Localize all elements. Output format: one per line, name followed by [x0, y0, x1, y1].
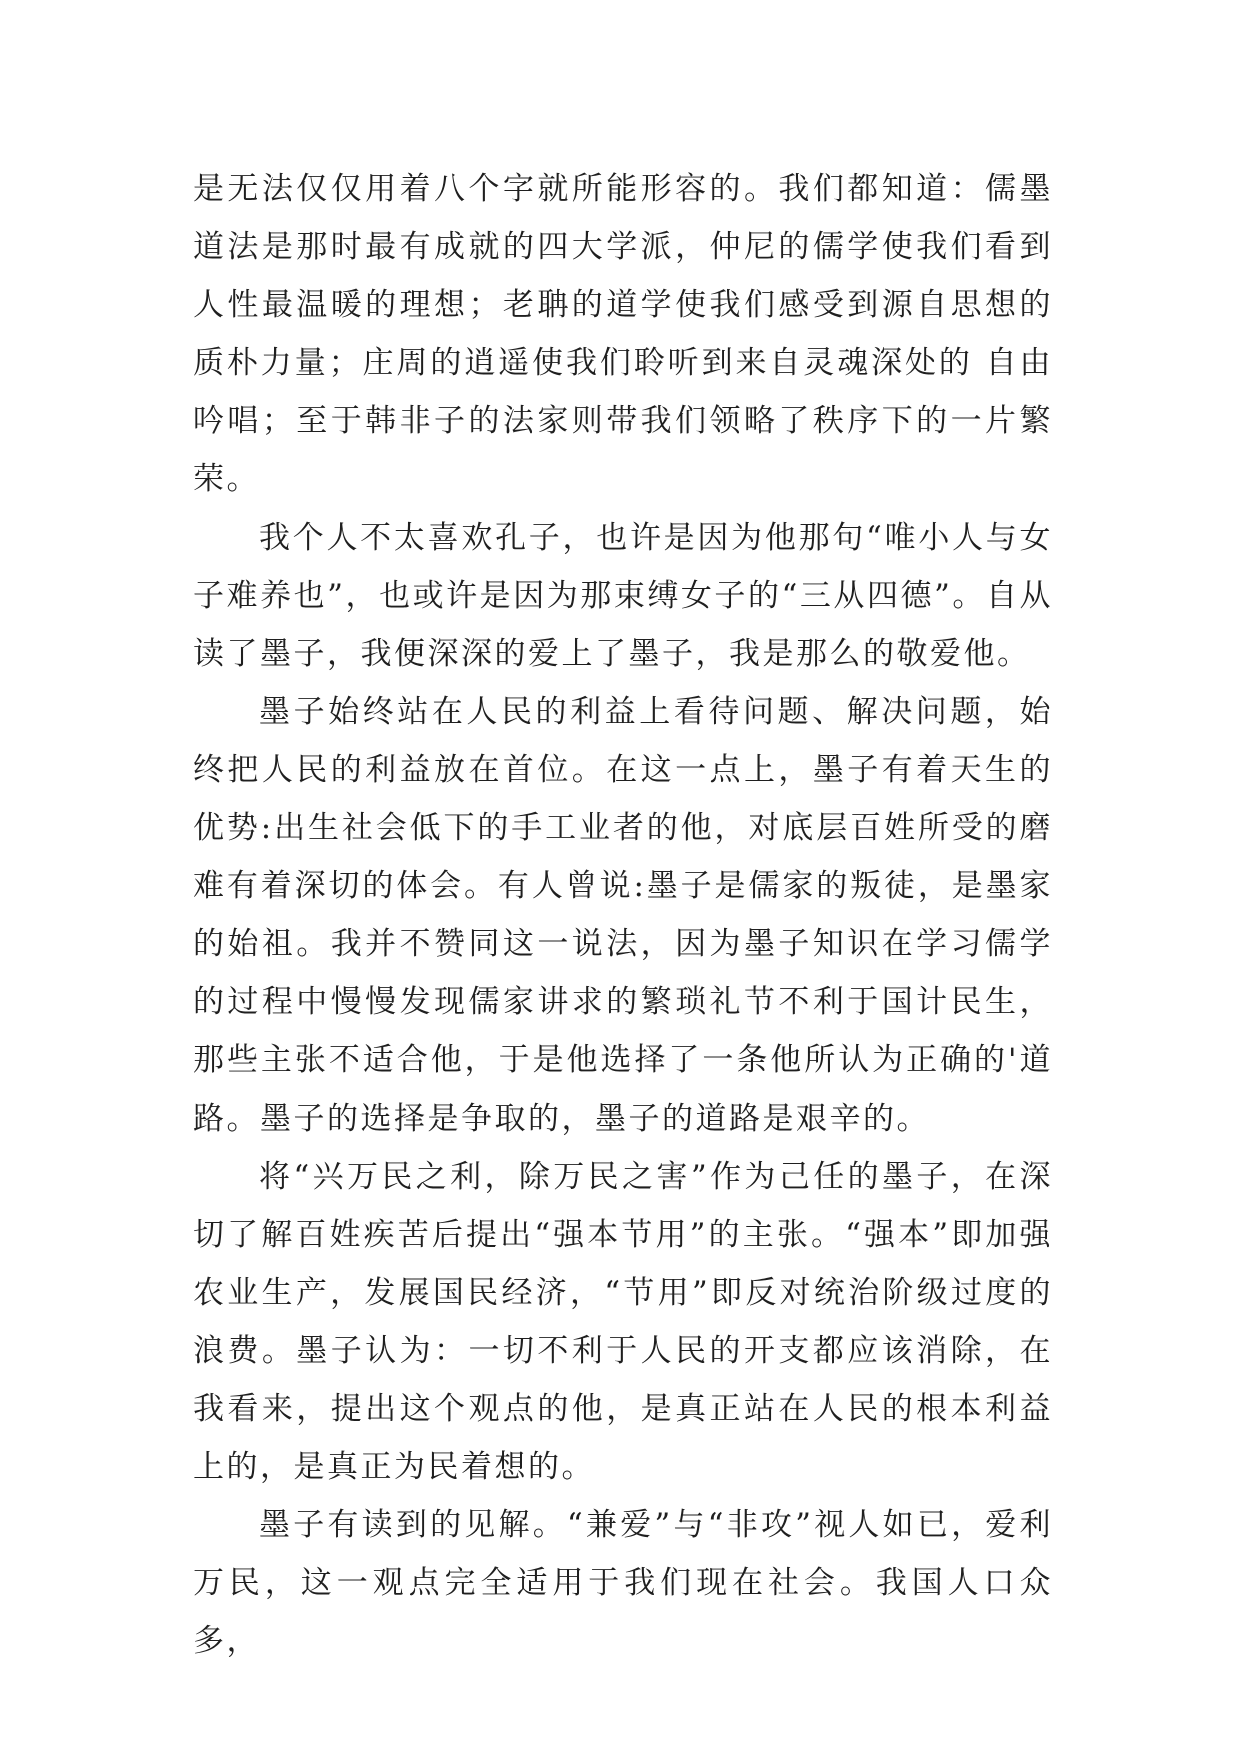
paragraph-3: 墨子始终站在人民的利益上看待问题、解决问题，始终把人民的利益放在首位。在这一点上，墨子有着天生的优势:出生社会低下的手工业者的他，对底层百姓所受的磨难有着深切的体会。有人曾说:墨子是儒家的叛徒，是墨家的始祖。我并不赞同这一说法，因为墨子知识在学习儒学的过程中慢慢发现儒家讲求的繁琐礼节不利于国计民生，那些主张不适合他，于是他选择了一条他所认为正确的'道路。墨子的选择是争取的，墨子的道路是艰辛的。 [193, 693, 1053, 1137]
paragraph-2: 我个人不太喜欢孔子，也许是因为他那句“唯小人与女子难养也”，也或许是因为那束缚女子的“三从四德”。自从读了墨子，我便深深的爱上了墨子，我是那么的敬爱他。 [193, 519, 1053, 672]
document-body [193, 160, 1053, 1670]
paragraph-4: 将“兴万民之利，除万民之害”作为己任的墨子，在深切了解百姓疾苦后提出“强本节用”的主张。“强本”即加强农业生产，发展国民经济，“节用”即反对统治阶级过度的浪费。墨子认为：一切不利于人民的开支都应该消除，在我看来，提出这个观点的他，是真正站在人民的根本利益上的，是真正为民着想的。 [193, 1158, 1053, 1486]
paragraph-1: 是无法仅仅用着八个字就所能形容的。我们都知道：儒墨道法是那时最有成就的四大学派，仲尼的儒学使我们看到人性最温暖的理想；老聃的道学使我们感受到源自思想的质朴力量；庄周的逍遥使我们聆听到来自灵魂深处的 自由吟唱；至于韩非子的法家则带我们领略了秩序下的一片繁荣。 [193, 171, 1053, 498]
paragraph-5: 墨子有读到的见解。“兼爱”与“非攻”视人如已，爱利万民，这一观点完全适用于我们现在社会。我国人口众多， [193, 1507, 1053, 1660]
